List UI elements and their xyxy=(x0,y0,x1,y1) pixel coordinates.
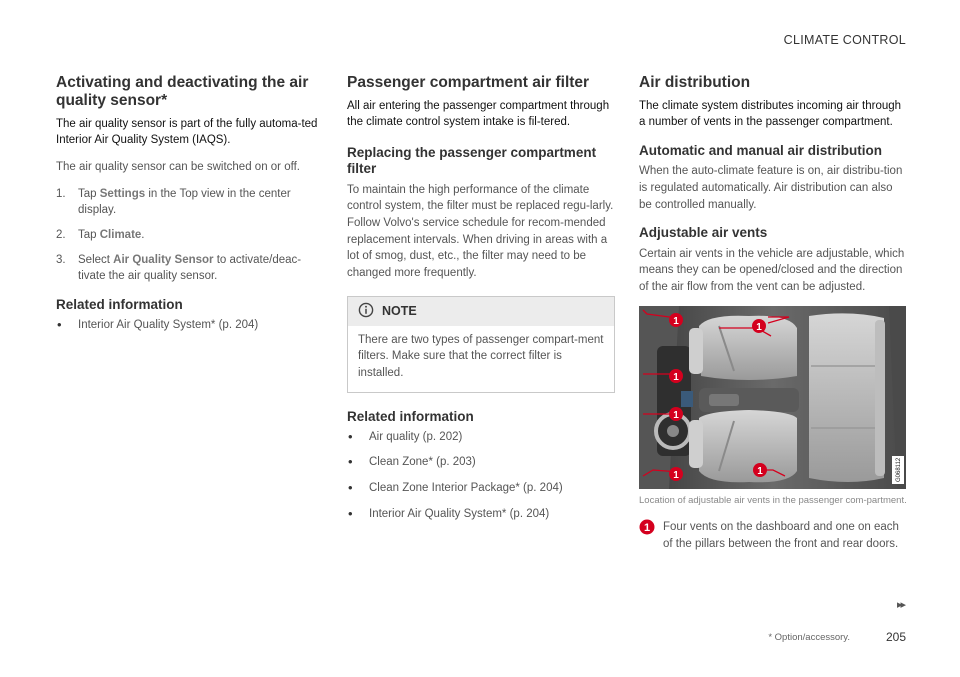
vent-marker-4 xyxy=(669,407,683,421)
subsection-title: Replacing the passenger compartment filter xyxy=(347,145,597,177)
svg-text:G068112: G068112 xyxy=(896,457,902,482)
body-paragraph: Certain air vents in the vehicle are adjustable, which means they can be opened/closed and the direction of the air flow from the vent can be adjusted. xyxy=(639,247,905,293)
svg-text:1: 1 xyxy=(673,371,679,383)
vent-marker-5 xyxy=(669,467,683,481)
step-item: 1. Tap Settings in the Top view in the center display. xyxy=(56,187,291,217)
related-title: Related information xyxy=(56,297,183,312)
step-item: 2. Tap Climate. xyxy=(56,228,145,241)
svg-text:1: 1 xyxy=(643,522,651,535)
vent-marker-1 xyxy=(669,313,683,327)
ui-label-settings: Settings xyxy=(99,187,146,200)
note-header xyxy=(348,297,614,326)
svg-text:1: 1 xyxy=(757,465,763,477)
related-link[interactable]: • Clean Zone* (p. 203) xyxy=(347,454,615,471)
subsection-title: Adjustable air vents xyxy=(639,225,768,241)
page-number: 205 xyxy=(885,630,906,644)
steps-list xyxy=(56,186,324,285)
note-box xyxy=(347,296,615,393)
lead-paragraph: All air entering the passenger compartment through the climate control system intake is fil-tered. xyxy=(347,99,610,129)
body-paragraph: When the auto-climate feature is on, air distribu-tion is regulated automatically. Air distribution can also be controlled manually. xyxy=(639,165,903,211)
next-page-icon: ▸▸ xyxy=(896,599,904,611)
figure-legend xyxy=(639,519,907,552)
cabin-vent-illustration xyxy=(639,306,906,489)
intro-paragraph: The air quality sensor can be switched on or off. xyxy=(56,160,300,173)
svg-text:1: 1 xyxy=(673,469,679,481)
note-title: NOTE xyxy=(382,304,417,319)
figure-caption: Location of adjustable air vents in the passenger com-partment. xyxy=(639,494,907,506)
step-item: 3. Select Air Quality Sensor to activate/deac-tivate the air quality sensor. xyxy=(56,253,302,283)
vent-marker-3 xyxy=(669,369,683,383)
related-list xyxy=(347,429,615,523)
footnote: * Option/accessory. xyxy=(768,632,850,643)
ui-label-climate: Climate xyxy=(99,228,142,241)
figure-code xyxy=(892,456,904,484)
column-air-quality-sensor xyxy=(56,74,324,343)
related-list xyxy=(56,317,324,334)
vent-marker-2 xyxy=(752,319,766,333)
section-title: Air distribution xyxy=(639,74,751,91)
legend-marker xyxy=(639,519,655,552)
body-paragraph: To maintain the high performance of the climate control system, the filter must be replaced regu-larly. Follow Volvo's service schedule for recom-mended replacement intervals. When driving in areas with a lot of smog, dust, etc., the filter may need to be changed more frequently. xyxy=(347,183,614,279)
vent-marker-6 xyxy=(753,463,767,477)
legend-text: Four vents on the dashboard and one on each of the pillars between the front and rear doors. xyxy=(663,521,899,551)
info-icon xyxy=(358,302,374,321)
related-link[interactable]: • Interior Air Quality System* (p. 204) xyxy=(56,317,324,334)
column-air-distribution xyxy=(639,74,907,553)
ui-label-air-quality-sensor: Air Quality Sensor xyxy=(113,253,214,266)
svg-text:1: 1 xyxy=(673,315,679,327)
lead-paragraph: The air quality sensor is part of the fully automa-ted Interior Air Quality System (IAQS). xyxy=(56,117,318,147)
subsection-title: Automatic and manual air distribution xyxy=(639,143,883,159)
section-header: CLIMATE CONTROL xyxy=(783,33,906,47)
lead-paragraph: The climate system distributes incoming air through a number of vents in the passenger compartment. xyxy=(639,99,902,129)
related-title: Related information xyxy=(347,408,474,424)
column-cabin-filter xyxy=(347,74,615,531)
svg-text:1: 1 xyxy=(756,321,762,333)
note-text: There are two types of passenger compart-ment filters. Make sure that the correct filter is installed. xyxy=(358,333,604,379)
svg-text:1: 1 xyxy=(673,409,679,421)
related-link[interactable]: • Clean Zone Interior Package* (p. 204) xyxy=(347,480,615,497)
section-title: Activating and deactivating the air quality sensor* xyxy=(56,74,309,109)
section-title: Passenger compartment air filter xyxy=(347,74,590,91)
related-link[interactable]: • Air quality (p. 202) xyxy=(347,429,615,446)
related-link[interactable]: • Interior Air Quality System* (p. 204) xyxy=(347,506,615,523)
